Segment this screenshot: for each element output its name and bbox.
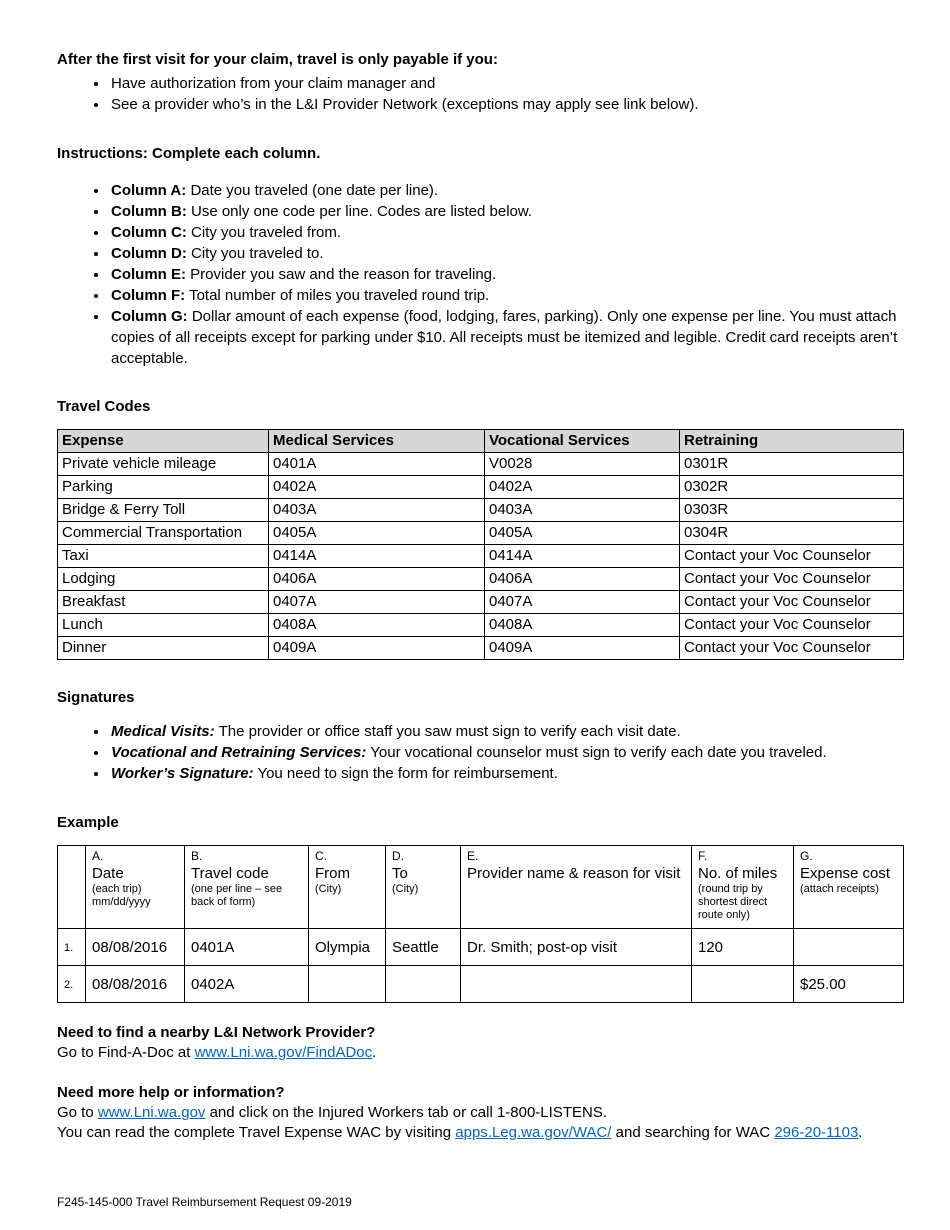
list-item bbox=[109, 201, 903, 222]
signatures-heading: Signatures bbox=[57, 689, 135, 706]
table-cell bbox=[386, 966, 461, 1003]
row-number: 1. bbox=[58, 929, 86, 966]
table-cell: 0301R bbox=[680, 453, 904, 476]
example-table bbox=[57, 845, 904, 1003]
signature-label: Vocational and Retraining Services: bbox=[111, 744, 367, 761]
table-cell: Bridge & Ferry Toll bbox=[58, 499, 269, 522]
column-note: (each trip) mm/dd/yyyy bbox=[92, 883, 151, 908]
table-cell: 0407A bbox=[269, 591, 485, 614]
table-row bbox=[58, 568, 904, 591]
column-letter: G. bbox=[800, 849, 813, 863]
column-header-date bbox=[86, 846, 185, 929]
table-cell: Contact your Voc Counselor bbox=[680, 568, 904, 591]
column-text: Date you traveled (one date per line). bbox=[190, 182, 439, 199]
column-header-vocational-services: Vocational Services bbox=[485, 430, 680, 453]
find-provider-heading: Need to find a nearby L&I Network Provider? bbox=[57, 1024, 376, 1041]
column-name: Travel code bbox=[191, 865, 269, 882]
list-item bbox=[109, 764, 903, 785]
table-cell: 0402A bbox=[185, 966, 309, 1003]
table-cell: 0406A bbox=[269, 568, 485, 591]
column-label: Column F: bbox=[111, 287, 186, 304]
column-note: (one per line – see back of form) bbox=[191, 883, 283, 908]
table-row bbox=[58, 453, 904, 476]
text-after-link: . bbox=[858, 1124, 863, 1141]
example-heading: Example bbox=[57, 814, 119, 831]
list-item bbox=[109, 74, 903, 95]
list-item bbox=[109, 306, 903, 369]
list-item bbox=[109, 222, 903, 243]
column-name: To bbox=[392, 865, 408, 882]
table-cell: Dinner bbox=[58, 637, 269, 660]
column-header-travel-code bbox=[185, 846, 309, 929]
table-cell: 0401A bbox=[269, 453, 485, 476]
more-help-text bbox=[57, 1103, 903, 1123]
column-header-miles bbox=[692, 846, 794, 929]
table-cell: 0402A bbox=[485, 476, 680, 499]
column-letter: D. bbox=[392, 849, 404, 863]
column-name: Date bbox=[92, 865, 124, 882]
signature-label: Worker’s Signature: bbox=[111, 765, 254, 782]
column-label: Column G: bbox=[111, 308, 188, 325]
signature-label: Medical Visits: bbox=[111, 723, 215, 740]
table-cell: 0414A bbox=[485, 545, 680, 568]
column-note: (attach receipts) bbox=[800, 883, 879, 895]
table-cell: 08/08/2016 bbox=[86, 966, 185, 1003]
travel-codes-heading: Travel Codes bbox=[57, 398, 151, 415]
instructions-bullet-list bbox=[57, 180, 903, 369]
column-text: Provider you saw and the reason for traveling. bbox=[190, 266, 497, 283]
table-row bbox=[58, 499, 904, 522]
column-header-from bbox=[309, 846, 386, 929]
list-item bbox=[109, 243, 903, 264]
table-row bbox=[58, 966, 904, 1003]
table-cell: Lodging bbox=[58, 568, 269, 591]
table-row bbox=[58, 637, 904, 660]
form-footer: F245-145-000 Travel Reimbursement Request 09-2019 bbox=[57, 1195, 352, 1209]
table-row bbox=[58, 476, 904, 499]
table-cell: 0401A bbox=[185, 929, 309, 966]
table-cell: 0405A bbox=[485, 522, 680, 545]
column-header-retraining: Retraining bbox=[680, 430, 904, 453]
table-cell: Contact your Voc Counselor bbox=[680, 545, 904, 568]
table-cell: 0403A bbox=[269, 499, 485, 522]
table-cell: Lunch bbox=[58, 614, 269, 637]
table-row bbox=[58, 591, 904, 614]
column-label: Column D: bbox=[111, 245, 187, 262]
text-middle: and searching for WAC bbox=[611, 1124, 775, 1141]
table-cell: Commercial Transportation bbox=[58, 522, 269, 545]
table-cell bbox=[461, 966, 692, 1003]
table-cell: 0409A bbox=[485, 637, 680, 660]
text-after-link: and click on the Injured Workers tab or call 1-800-LISTENS. bbox=[205, 1104, 607, 1121]
column-letter: F. bbox=[698, 849, 708, 863]
table-cell bbox=[794, 929, 904, 966]
table-cell: 0414A bbox=[269, 545, 485, 568]
text-before-link: You can read the complete Travel Expense WAC by visiting bbox=[57, 1124, 456, 1141]
column-header-expense: Expense bbox=[58, 430, 269, 453]
table-cell: $25.00 bbox=[794, 966, 904, 1003]
column-label: Column B: bbox=[111, 203, 187, 220]
table-cell bbox=[692, 966, 794, 1003]
table-cell: Taxi bbox=[58, 545, 269, 568]
list-item bbox=[109, 264, 903, 285]
table-cell: 0403A bbox=[485, 499, 680, 522]
list-item bbox=[109, 95, 903, 116]
table-row bbox=[58, 545, 904, 568]
table-cell: Seattle bbox=[386, 929, 461, 966]
table-row bbox=[58, 929, 904, 966]
column-note: (round trip by shortest direct route only) bbox=[698, 883, 768, 921]
table-cell: 0405A bbox=[269, 522, 485, 545]
column-text: Dollar amount of each expense (food, lodging, fares, parking). Only one expense per line. You must attach copies of all receipts except for parking under $10. All receipts must be itemized and legible. Credit card receipts aren’t acceptable. bbox=[111, 308, 898, 367]
findadoc-link[interactable]: www.Lni.wa.gov/FindADoc bbox=[194, 1044, 373, 1061]
list-item bbox=[109, 722, 903, 743]
column-name: From bbox=[315, 865, 350, 882]
column-label: Column C: bbox=[111, 224, 187, 241]
column-text: Use only one code per line. Codes are listed below. bbox=[191, 203, 533, 220]
find-provider-text bbox=[57, 1043, 903, 1063]
table-cell bbox=[309, 966, 386, 1003]
table-cell: Contact your Voc Counselor bbox=[680, 614, 904, 637]
column-label: Column A: bbox=[111, 182, 187, 199]
table-row bbox=[58, 614, 904, 637]
list-item bbox=[109, 180, 903, 201]
table-cell: Breakfast bbox=[58, 591, 269, 614]
travel-codes-table bbox=[57, 429, 904, 660]
column-text: City you traveled to. bbox=[191, 245, 324, 262]
column-note: (City) bbox=[315, 883, 342, 895]
wac-paragraph bbox=[57, 1123, 903, 1143]
table-cell: 0302R bbox=[680, 476, 904, 499]
list-item bbox=[109, 285, 903, 306]
table-cell: Contact your Voc Counselor bbox=[680, 591, 904, 614]
table-cell: 0408A bbox=[485, 614, 680, 637]
table-cell: 0304R bbox=[680, 522, 904, 545]
instructions-heading: Instructions: Complete each column. bbox=[57, 145, 321, 162]
table-header-row bbox=[58, 846, 904, 929]
table-cell: 0409A bbox=[269, 637, 485, 660]
text-before-link: Go to bbox=[57, 1104, 98, 1121]
column-header-expense-cost bbox=[794, 846, 904, 929]
column-letter: E. bbox=[467, 849, 479, 863]
wac-number-link[interactable]: 296-20-1103 bbox=[774, 1124, 859, 1141]
signature-text: The provider or office staff you saw must sign to verify each visit date. bbox=[218, 723, 681, 740]
column-text: Total number of miles you traveled round trip. bbox=[189, 287, 490, 304]
more-help-heading: Need more help or information? bbox=[57, 1084, 285, 1101]
text-before-link: Go to Find-A-Doc at bbox=[57, 1044, 195, 1061]
text-after-link: . bbox=[372, 1044, 377, 1061]
column-name: No. of miles bbox=[698, 865, 778, 882]
bullet-text: Have authorization from your claim manager and bbox=[111, 75, 436, 92]
table-cell: V0028 bbox=[485, 453, 680, 476]
table-cell: 0402A bbox=[269, 476, 485, 499]
table-cell: Dr. Smith; post-op visit bbox=[461, 929, 692, 966]
table-header-row bbox=[58, 430, 904, 453]
table-cell: 0406A bbox=[485, 568, 680, 591]
table-cell: 0407A bbox=[485, 591, 680, 614]
lni-link[interactable]: www.Lni.wa.gov bbox=[97, 1104, 206, 1121]
table-cell: 0303R bbox=[680, 499, 904, 522]
table-cell: 120 bbox=[692, 929, 794, 966]
signature-text: You need to sign the form for reimbursement. bbox=[257, 765, 558, 782]
column-text: City you traveled from. bbox=[191, 224, 342, 241]
row-number: 2. bbox=[58, 966, 86, 1003]
column-name: Provider name & reason for visit bbox=[467, 865, 681, 882]
signature-text: Your vocational counselor must sign to verify each date you traveled. bbox=[370, 744, 827, 761]
table-cell: 0408A bbox=[269, 614, 485, 637]
list-item bbox=[109, 743, 903, 764]
table-cell: Parking bbox=[58, 476, 269, 499]
table-cell: Private vehicle mileage bbox=[58, 453, 269, 476]
table-cell: Olympia bbox=[309, 929, 386, 966]
column-header-provider bbox=[461, 846, 692, 929]
column-letter: B. bbox=[191, 849, 203, 863]
column-letter: C. bbox=[315, 849, 327, 863]
signatures-bullet-list bbox=[57, 722, 903, 785]
column-label: Column E: bbox=[111, 266, 186, 283]
wac-link[interactable]: apps.Leg.wa.gov/WAC/ bbox=[455, 1124, 612, 1141]
example-corner-cell bbox=[58, 846, 86, 929]
table-cell: Contact your Voc Counselor bbox=[680, 637, 904, 660]
table-cell: 08/08/2016 bbox=[86, 929, 185, 966]
column-note: (City) bbox=[392, 883, 419, 895]
table-row bbox=[58, 522, 904, 545]
column-name: Expense cost bbox=[800, 865, 891, 882]
column-header-medical-services: Medical Services bbox=[269, 430, 485, 453]
intro-bullet-list bbox=[57, 74, 903, 116]
column-letter: A. bbox=[92, 849, 104, 863]
column-header-to bbox=[386, 846, 461, 929]
intro-heading: After the first visit for your claim, travel is only payable if you: bbox=[57, 51, 498, 68]
bullet-text: See a provider who’s in the L&I Provider Network (exceptions may apply see link below). bbox=[111, 96, 699, 113]
